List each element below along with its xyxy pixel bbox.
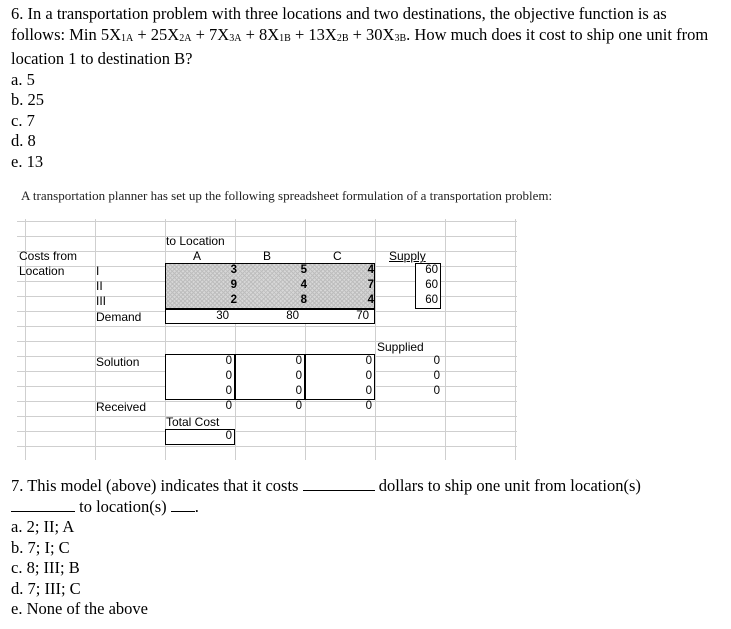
received-label: Received [96,400,147,414]
demand-value: 80 [286,310,299,322]
solution-cell: 0 [365,370,372,382]
answer-blank [171,497,195,512]
cost-cell: 4 [367,264,374,276]
location-label: Location [19,264,65,278]
q6-option-b: b. 25 [11,90,44,109]
received-value: 0 [225,400,232,412]
total-cost-value: 0 [225,430,232,442]
q6-option-d: d. 8 [11,131,36,150]
cost-cell: 8 [300,294,307,306]
solution-cell: 0 [365,355,372,367]
dest-label-c: C [333,249,342,263]
demand-value: 30 [216,310,229,322]
costs-from-label: Costs from [19,249,78,263]
q6-option-e: e. 13 [11,151,44,171]
solution-cell: 0 [225,370,232,382]
solution-label: Solution [96,355,140,369]
supply-value: 60 [425,264,438,276]
solution-cell: 0 [295,370,302,382]
supply-value: 60 [425,294,438,306]
q7-option-e: e. None of the above [11,599,148,618]
answer-blank [11,497,75,512]
demand-value: 70 [356,310,369,322]
solution-cell: 0 [225,355,232,367]
supplied-value: 0 [433,355,440,367]
question-7-stem: 7. This model (above) indicates that it costs dollars to ship one unit from location(s) to location(s) . [11,476,641,516]
q6-option-a: a. 5 [11,69,35,89]
to-location-label: to Location [166,234,225,248]
cost-cell: 9 [230,279,237,291]
solution-cell: 0 [295,385,302,397]
cost-cell: 2 [230,294,237,306]
spreadsheet [17,219,517,460]
supply-value: 60 [425,279,438,291]
dest-label-b: B [263,249,272,263]
q7-option-a: a. 2; II; A [11,517,75,536]
dest-label-a: A [193,249,202,263]
row-label-1: I [96,264,100,278]
q6-option-c: c. 7 [11,110,35,130]
cost-block [165,263,375,309]
supply-label: Supply [389,249,426,263]
question-6-stem: 6. In a transportation problem with three locations and two destinations, the objective function is as follows: Min $5X_{1A} + 25X_{2A} + 7X_{3A} + 8X_{1B} + 13X_{2B} + 30X_{3B}$. How much does it cost to ship one unit from location 1 to destination B? [11,4,709,68]
cost-cell: 7 [367,279,374,291]
q7-option-b: b. 7; I; C [11,537,70,557]
received-value: 0 [365,400,372,412]
solution-cell: 0 [365,385,372,397]
cost-cell: 4 [300,279,307,291]
answer-blank [303,476,375,491]
received-value: 0 [295,400,302,412]
question-7 [11,476,723,620]
demand-label: Demand [96,310,142,324]
cost-cell: 4 [367,294,374,306]
q7-option-c: c. 8; III; B [11,558,80,577]
row-label-3: III [96,294,107,308]
solution-cell: 0 [295,355,302,367]
demand-box [165,309,375,324]
spreadsheet-intro: A transportation planner has set up the following spreadsheet formulation of a transportation problem: [21,188,553,203]
row-label-2: II [96,279,103,293]
solution-cell: 0 [225,385,232,397]
cost-cell: 3 [230,264,237,276]
total-cost-label: Total Cost [166,415,220,429]
question-6 [11,4,723,172]
q7-option-d: d. 7; III; C [11,578,81,598]
supplied-label: Supplied [377,340,424,354]
supplied-value: 0 [433,385,440,397]
cost-cell: 5 [300,264,307,276]
supplied-value: 0 [433,370,440,382]
